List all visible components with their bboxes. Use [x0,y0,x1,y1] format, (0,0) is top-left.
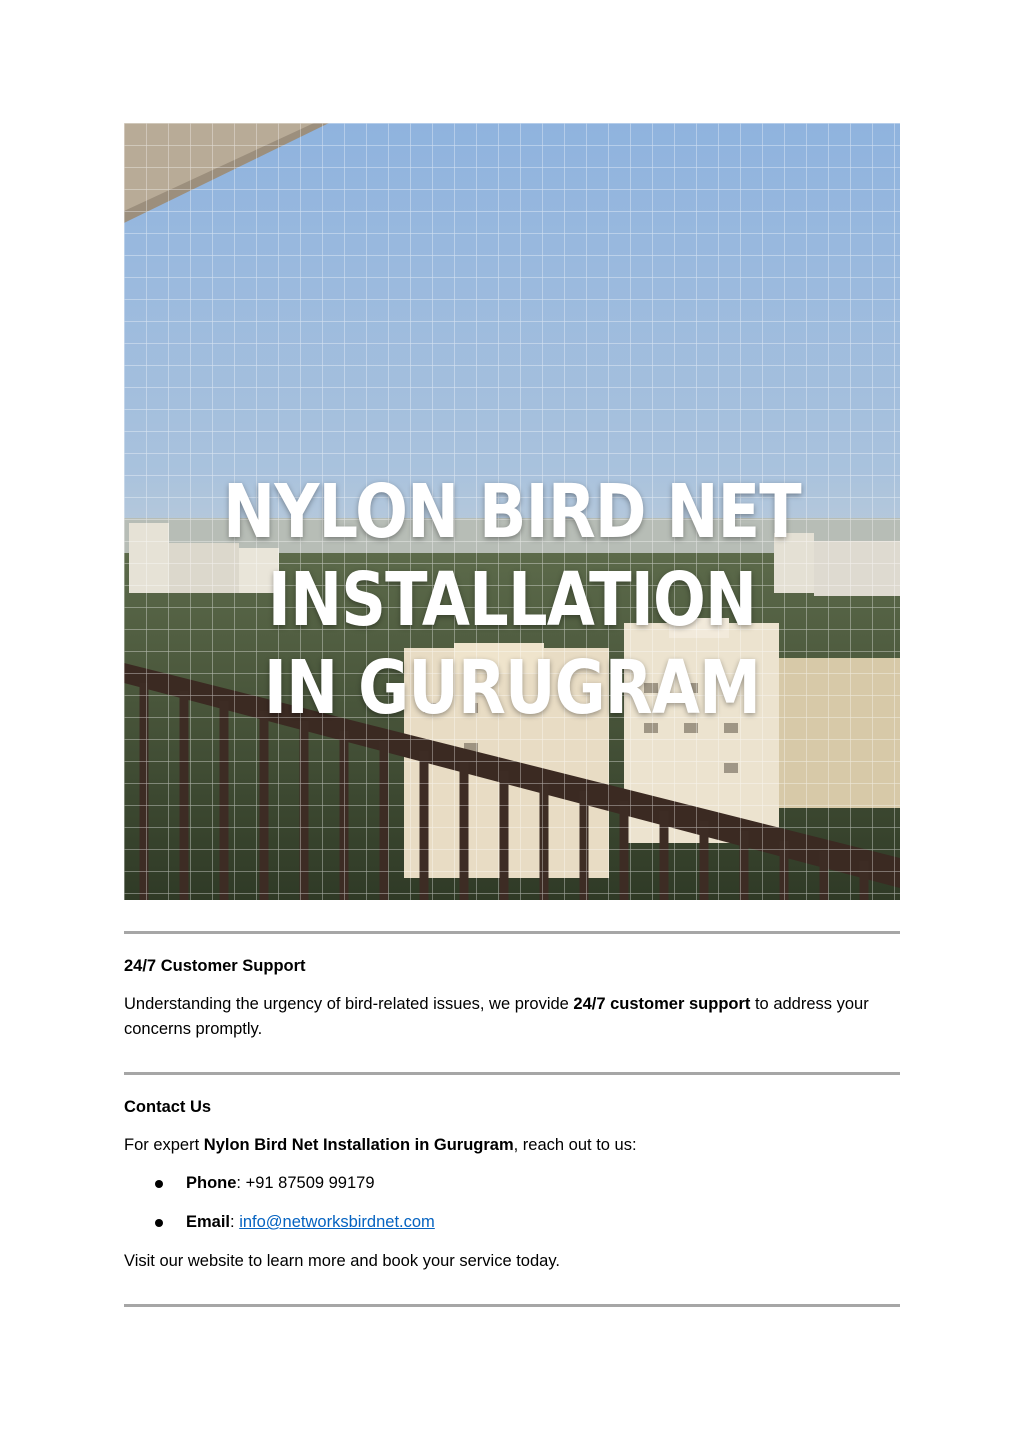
list-item-phone [186,1171,966,1196]
email-label: Email [186,1213,231,1231]
contact-intro [124,1133,904,1158]
hero-image [124,123,900,900]
email-link[interactable]: info@networksbirdnet.com [239,1213,435,1231]
list-item-email [186,1210,966,1235]
contact-heading: Contact Us [124,1098,212,1116]
closing-text: Visit our website to learn more and book your service today. [124,1252,560,1270]
phone-value: +91 87509 99179 [245,1174,375,1192]
support-heading: 24/7 Customer Support [124,957,306,975]
support-paragraph [124,992,904,1042]
divider [124,1304,900,1307]
email-separator: : [230,1213,240,1231]
support-text-line2: concerns promptly. [124,1020,263,1038]
hero-title-line-2: INSTALLATION [267,557,757,643]
hero-title [186,468,838,732]
bullet-icon [155,1180,163,1188]
contact-intro-bold: Nylon Bird Net Installation in Gurugram [203,1136,514,1154]
contact-intro-after: , reach out to us: [513,1136,637,1154]
bullet-icon [155,1219,163,1227]
contact-intro-before: For expert [124,1136,204,1154]
support-text-bold: 24/7 customer support [573,995,751,1013]
support-text-after: to address your [750,995,869,1013]
divider [124,1072,900,1075]
support-text-before: Understanding the urgency of bird-related issues, we provide [124,995,574,1013]
divider [124,931,900,934]
phone-label: Phone [186,1174,237,1192]
hero-title-line-1: NYLON BIRD NET [223,469,801,555]
phone-separator: : [236,1174,246,1192]
hero-title-line-3: IN GURUGRAM [263,645,761,731]
